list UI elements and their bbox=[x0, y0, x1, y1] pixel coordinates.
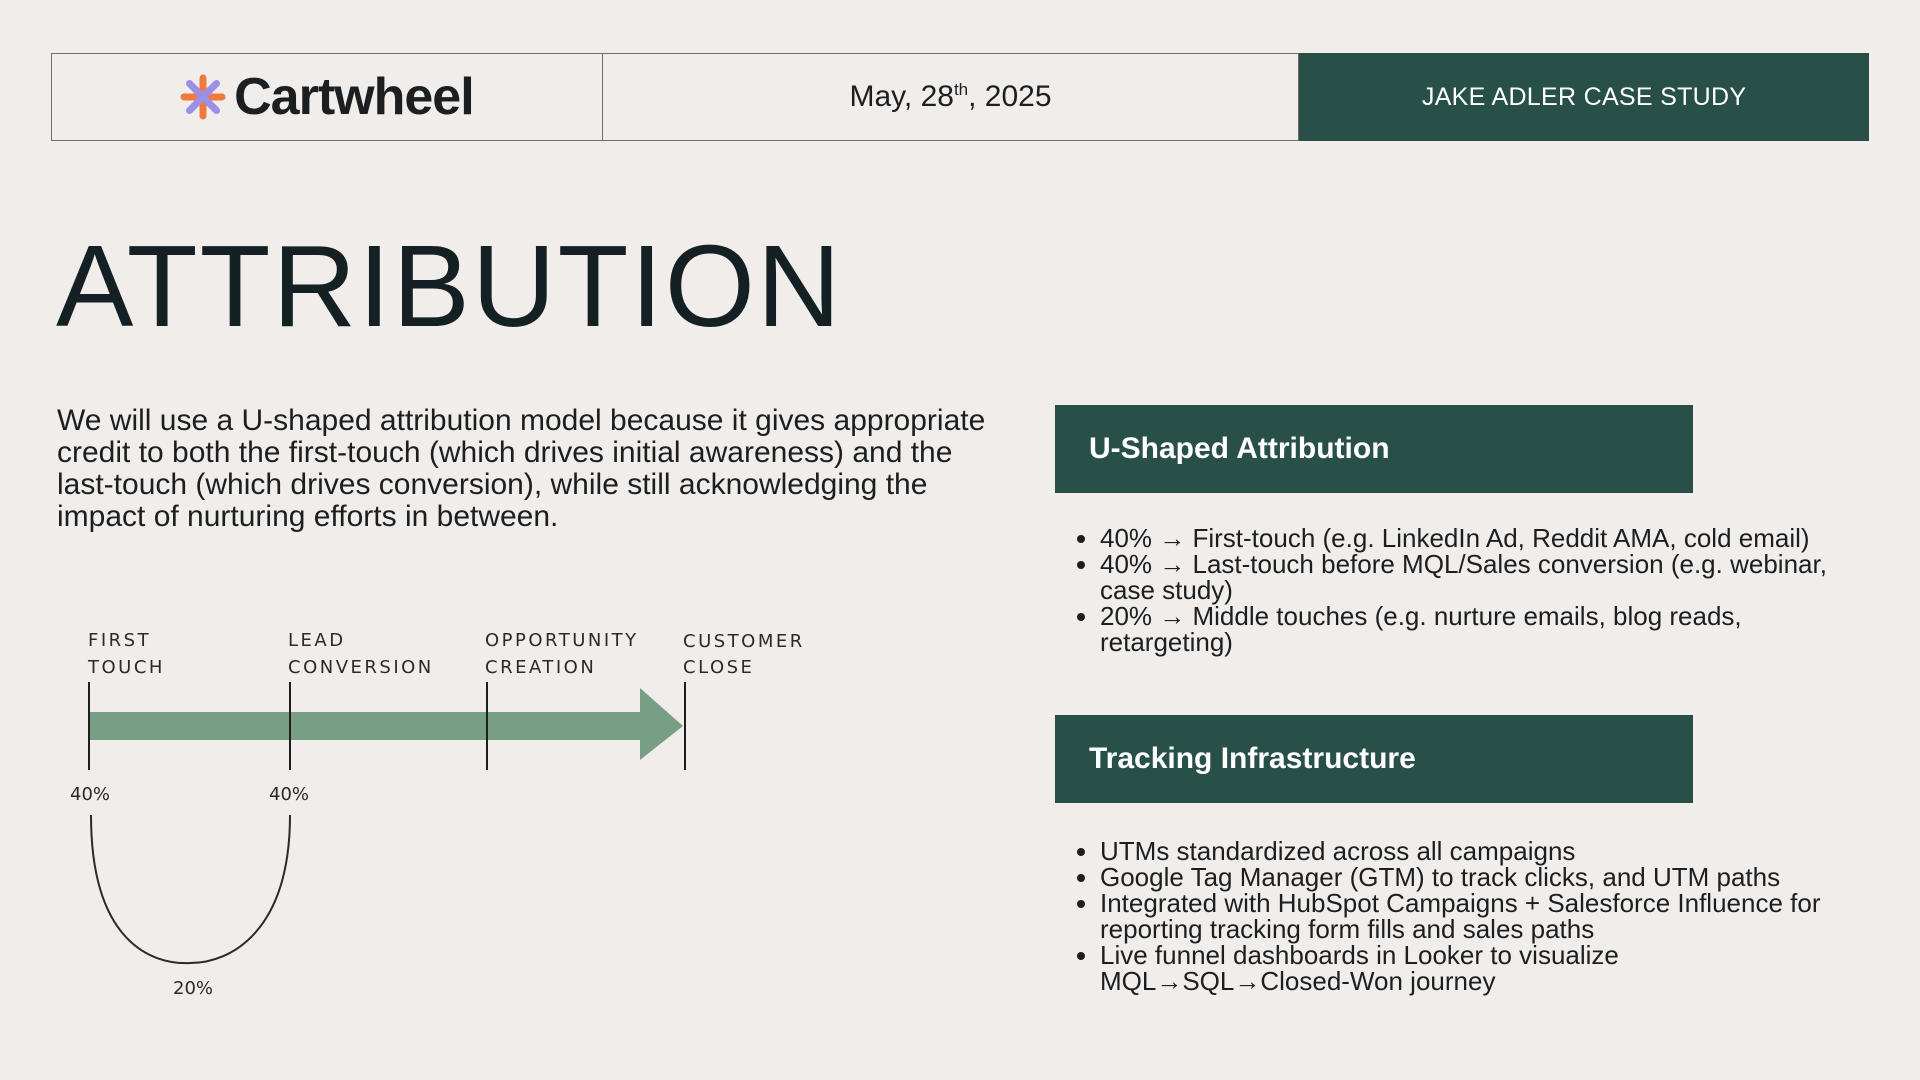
list-item: • 40% → Last-touch before MQL/Sales conversion (e.g. webinar, case study) bbox=[1100, 551, 1840, 603]
stage-label-customer-2: CLOSE bbox=[683, 657, 755, 678]
list-item: • 40% → First-touch (e.g. LinkedIn Ad, Reddit AMA, cold email) bbox=[1100, 525, 1840, 551]
funnel-arrow-shaft bbox=[90, 712, 642, 740]
pct-lead-conversion: 40% bbox=[269, 784, 310, 805]
pct-first-touch: 40% bbox=[70, 784, 111, 805]
list-item: • UTMs standardized across all campaigns bbox=[1100, 838, 1840, 864]
u-shaped-attribution-list bbox=[1068, 525, 1840, 655]
list-item: • Integrated with HubSpot Campaigns + Salesforce Influence for reporting tracking form fills and sales paths bbox=[1100, 890, 1840, 942]
stage-label-opportunity-1: OPPORTUNITY bbox=[485, 630, 639, 651]
stage-label-customer-1: CUSTOMER bbox=[683, 631, 805, 652]
u-shaped-attribution-heading: U-Shaped Attribution bbox=[1055, 405, 1693, 493]
logo-text: Cartwheel bbox=[234, 68, 474, 126]
stage-label-lead-2: CONVERSION bbox=[288, 657, 434, 678]
stage-label-first-touch-1: FIRST bbox=[88, 630, 152, 651]
funnel-arrow-head bbox=[640, 688, 683, 760]
intro-paragraph: We will use a U-shaped attribution model because it gives appropriate credit to both the first-touch (which drives initial awareness) and the last-touch (which drives conversion), while still acknowledging the impact of nurturing efforts in between. bbox=[57, 404, 986, 533]
stage-label-first-touch-2: TOUCH bbox=[88, 657, 165, 678]
u-curve bbox=[91, 815, 290, 963]
tracking-infrastructure-heading: Tracking Infrastructure bbox=[1055, 715, 1693, 803]
pct-middle-touches: 20% bbox=[173, 978, 214, 999]
list-item: • Live funnel dashboards in Looker to visualize MQL→SQL→Closed-Won journey bbox=[1100, 942, 1840, 994]
case-study-cell bbox=[1299, 53, 1869, 141]
case-study-label: JAKE ADLER CASE STUDY bbox=[1421, 82, 1747, 111]
list-item: • 20% → Middle touches (e.g. nurture emails, blog reads, retargeting) bbox=[1100, 603, 1840, 655]
date-text: May, 28th, 2025 bbox=[849, 80, 1052, 113]
tracking-infrastructure-list bbox=[1068, 838, 1840, 994]
stage-label-lead-1: LEAD bbox=[288, 630, 346, 651]
page-title: ATTRIBUTION bbox=[56, 221, 843, 351]
u-shaped-diagram bbox=[0, 0, 900, 1080]
list-item: • Google Tag Manager (GTM) to track clicks, and UTM paths bbox=[1100, 864, 1840, 890]
stage-label-opportunity-2: CREATION bbox=[485, 657, 597, 678]
